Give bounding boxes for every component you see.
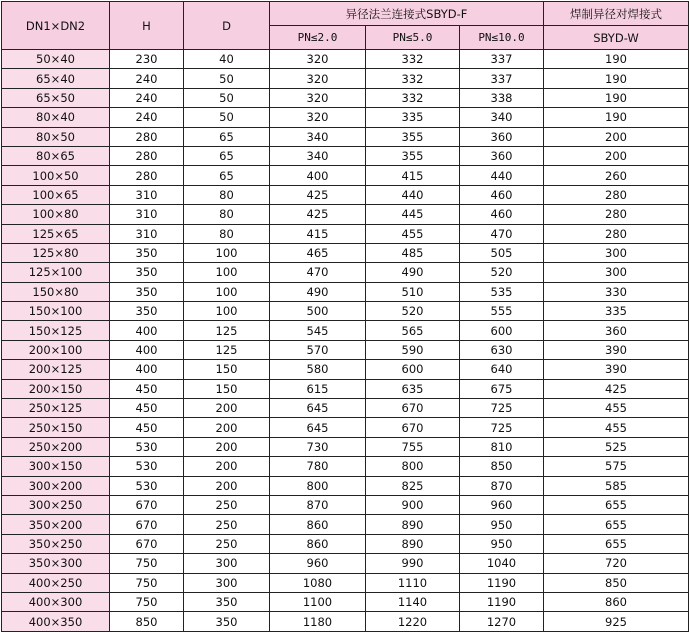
cell-h: 280 [110, 166, 184, 185]
cell-pn-2: 415 [270, 224, 366, 243]
cell-pn-2: 340 [270, 127, 366, 146]
cell-pn-5: 520 [366, 302, 460, 321]
cell-pn-5: 490 [366, 263, 460, 282]
cell-pn-5: 590 [366, 340, 460, 359]
cell-h: 400 [110, 360, 184, 379]
cell-pn-10: 338 [460, 88, 544, 107]
cell-pn-2: 960 [270, 554, 366, 573]
header-h: H [110, 2, 184, 50]
cell-pn-5: 335 [366, 108, 460, 127]
cell-pn-10: 360 [460, 127, 544, 146]
cell-pn-10: 1270 [460, 612, 544, 631]
cell-d: 80 [184, 224, 270, 243]
cell-d: 50 [184, 69, 270, 88]
table-row [2, 282, 689, 301]
cell-weld: 850 [544, 573, 689, 592]
cell-dn: 65×40 [2, 69, 110, 88]
cell-pn-2: 870 [270, 495, 366, 514]
cell-weld: 330 [544, 282, 689, 301]
cell-d: 50 [184, 88, 270, 107]
cell-h: 450 [110, 399, 184, 418]
cell-dn: 125×65 [2, 224, 110, 243]
cell-pn-2: 425 [270, 205, 366, 224]
cell-pn-5: 1140 [366, 592, 460, 611]
cell-pn-10: 535 [460, 282, 544, 301]
cell-pn-5: 355 [366, 146, 460, 165]
cell-dn: 400×250 [2, 573, 110, 592]
cell-pn-2: 1100 [270, 592, 366, 611]
cell-dn: 250×125 [2, 399, 110, 418]
header-weld-title: 焊制异径对焊接式 [544, 2, 689, 26]
cell-weld: 455 [544, 418, 689, 437]
cell-pn-2: 800 [270, 476, 366, 495]
cell-d: 100 [184, 243, 270, 262]
cell-d: 100 [184, 302, 270, 321]
table-row [2, 108, 689, 127]
cell-dn: 200×150 [2, 379, 110, 398]
cell-dn: 200×100 [2, 340, 110, 359]
cell-pn-2: 860 [270, 515, 366, 534]
cell-weld: 925 [544, 612, 689, 631]
cell-dn: 100×50 [2, 166, 110, 185]
cell-dn: 400×350 [2, 612, 110, 631]
table-row [2, 50, 689, 69]
table-row [2, 88, 689, 107]
cell-dn: 150×125 [2, 321, 110, 340]
cell-h: 350 [110, 282, 184, 301]
cell-pn-5: 332 [366, 88, 460, 107]
cell-weld: 390 [544, 360, 689, 379]
cell-pn-10: 640 [460, 360, 544, 379]
cell-weld: 190 [544, 69, 689, 88]
cell-pn-5: 565 [366, 321, 460, 340]
cell-h: 670 [110, 515, 184, 534]
cell-d: 80 [184, 185, 270, 204]
cell-h: 240 [110, 108, 184, 127]
cell-pn-5: 445 [366, 205, 460, 224]
cell-pn-10: 337 [460, 69, 544, 88]
cell-dn: 65×50 [2, 88, 110, 107]
cell-weld: 425 [544, 379, 689, 398]
cell-dn: 300×200 [2, 476, 110, 495]
cell-pn-2: 570 [270, 340, 366, 359]
cell-h: 230 [110, 50, 184, 69]
cell-pn-2: 1080 [270, 573, 366, 592]
cell-pn-2: 465 [270, 243, 366, 262]
cell-pn-5: 800 [366, 457, 460, 476]
table-row [2, 166, 689, 185]
cell-pn-2: 490 [270, 282, 366, 301]
cell-pn-5: 825 [366, 476, 460, 495]
cell-weld: 655 [544, 534, 689, 553]
cell-d: 150 [184, 360, 270, 379]
cell-dn: 250×200 [2, 437, 110, 456]
table-row [2, 573, 689, 592]
cell-pn-2: 400 [270, 166, 366, 185]
cell-d: 200 [184, 437, 270, 456]
cell-dn: 150×80 [2, 282, 110, 301]
cell-d: 250 [184, 515, 270, 534]
cell-h: 530 [110, 437, 184, 456]
cell-d: 200 [184, 418, 270, 437]
table-row [2, 457, 689, 476]
cell-pn-5: 415 [366, 166, 460, 185]
cell-pn-2: 500 [270, 302, 366, 321]
cell-weld: 280 [544, 224, 689, 243]
cell-weld: 190 [544, 108, 689, 127]
cell-pn-10: 460 [460, 185, 544, 204]
table-row [2, 399, 689, 418]
table-row [2, 360, 689, 379]
cell-dn: 100×80 [2, 205, 110, 224]
table-row [2, 205, 689, 224]
cell-pn-10: 950 [460, 534, 544, 553]
cell-d: 200 [184, 476, 270, 495]
cell-h: 400 [110, 340, 184, 359]
table-row [2, 243, 689, 262]
cell-dn: 300×150 [2, 457, 110, 476]
cell-d: 150 [184, 379, 270, 398]
cell-pn-10: 520 [460, 263, 544, 282]
cell-pn-5: 890 [366, 515, 460, 534]
cell-pn-5: 635 [366, 379, 460, 398]
cell-d: 40 [184, 50, 270, 69]
cell-pn-2: 730 [270, 437, 366, 456]
cell-weld: 720 [544, 554, 689, 573]
cell-d: 65 [184, 166, 270, 185]
table-row [2, 185, 689, 204]
cell-pn-2: 645 [270, 399, 366, 418]
cell-pn-10: 810 [460, 437, 544, 456]
table-row [2, 321, 689, 340]
cell-h: 240 [110, 88, 184, 107]
cell-pn-5: 332 [366, 69, 460, 88]
cell-h: 310 [110, 224, 184, 243]
cell-dn: 80×40 [2, 108, 110, 127]
cell-dn: 80×65 [2, 146, 110, 165]
cell-h: 400 [110, 321, 184, 340]
cell-pn-10: 950 [460, 515, 544, 534]
cell-pn-5: 670 [366, 418, 460, 437]
table-row [2, 224, 689, 243]
cell-weld: 280 [544, 205, 689, 224]
cell-pn-2: 1180 [270, 612, 366, 631]
cell-dn: 150×100 [2, 302, 110, 321]
cell-pn-2: 615 [270, 379, 366, 398]
cell-d: 65 [184, 127, 270, 146]
cell-weld: 200 [544, 127, 689, 146]
cell-h: 450 [110, 418, 184, 437]
cell-h: 750 [110, 592, 184, 611]
cell-d: 100 [184, 263, 270, 282]
cell-pn-10: 555 [460, 302, 544, 321]
cell-pn-2: 860 [270, 534, 366, 553]
cell-pn-10: 600 [460, 321, 544, 340]
header-d: D [184, 2, 270, 50]
cell-dn: 400×300 [2, 592, 110, 611]
cell-dn: 125×80 [2, 243, 110, 262]
cell-d: 125 [184, 340, 270, 359]
cell-pn-10: 725 [460, 399, 544, 418]
cell-pn-5: 755 [366, 437, 460, 456]
header-dn: DN1×DN2 [2, 2, 110, 50]
cell-h: 350 [110, 243, 184, 262]
cell-weld: 280 [544, 185, 689, 204]
cell-h: 530 [110, 476, 184, 495]
cell-dn: 50×40 [2, 50, 110, 69]
cell-pn-2: 320 [270, 50, 366, 69]
cell-h: 450 [110, 379, 184, 398]
header-pn-2: PN≤2.0 [270, 26, 366, 50]
cell-pn-5: 332 [366, 50, 460, 69]
cell-pn-2: 320 [270, 108, 366, 127]
table-row [2, 592, 689, 611]
cell-pn-5: 1220 [366, 612, 460, 631]
cell-weld: 300 [544, 263, 689, 282]
cell-dn: 80×50 [2, 127, 110, 146]
table-row [2, 437, 689, 456]
cell-pn-10: 850 [460, 457, 544, 476]
cell-pn-5: 355 [366, 127, 460, 146]
cell-dn: 350×200 [2, 515, 110, 534]
cell-weld: 390 [544, 340, 689, 359]
cell-pn-2: 645 [270, 418, 366, 437]
cell-h: 310 [110, 205, 184, 224]
cell-d: 80 [184, 205, 270, 224]
cell-pn-10: 870 [460, 476, 544, 495]
cell-dn: 350×250 [2, 534, 110, 553]
header-pn-5: PN≤5.0 [366, 26, 460, 50]
cell-d: 350 [184, 612, 270, 631]
cell-dn: 250×150 [2, 418, 110, 437]
cell-d: 200 [184, 399, 270, 418]
table-body [2, 50, 689, 632]
cell-pn-10: 460 [460, 205, 544, 224]
cell-d: 350 [184, 592, 270, 611]
cell-pn-5: 890 [366, 534, 460, 553]
cell-pn-2: 545 [270, 321, 366, 340]
cell-d: 50 [184, 108, 270, 127]
table-row [2, 534, 689, 553]
table-row [2, 418, 689, 437]
table-row [2, 146, 689, 165]
table-row [2, 515, 689, 534]
cell-h: 350 [110, 263, 184, 282]
table-row [2, 379, 689, 398]
cell-h: 670 [110, 495, 184, 514]
cell-d: 300 [184, 554, 270, 573]
cell-dn: 200×125 [2, 360, 110, 379]
cell-pn-10: 1190 [460, 573, 544, 592]
cell-weld: 260 [544, 166, 689, 185]
cell-d: 200 [184, 457, 270, 476]
table-row [2, 612, 689, 631]
cell-pn-10: 725 [460, 418, 544, 437]
cell-dn: 350×300 [2, 554, 110, 573]
cell-weld: 575 [544, 457, 689, 476]
table-row [2, 263, 689, 282]
cell-h: 670 [110, 534, 184, 553]
header-pn-10: PN≤10.0 [460, 26, 544, 50]
cell-pn-5: 440 [366, 185, 460, 204]
cell-pn-5: 510 [366, 282, 460, 301]
cell-pn-5: 455 [366, 224, 460, 243]
cell-weld: 360 [544, 321, 689, 340]
cell-pn-10: 960 [460, 495, 544, 514]
header-weld-code: SBYD-W [544, 26, 689, 50]
table-row [2, 69, 689, 88]
cell-pn-10: 340 [460, 108, 544, 127]
dimension-table [1, 1, 689, 632]
cell-weld: 190 [544, 50, 689, 69]
cell-d: 300 [184, 573, 270, 592]
cell-weld: 200 [544, 146, 689, 165]
cell-weld: 655 [544, 495, 689, 514]
cell-weld: 455 [544, 399, 689, 418]
table-row [2, 340, 689, 359]
cell-pn-5: 485 [366, 243, 460, 262]
cell-pn-2: 425 [270, 185, 366, 204]
cell-pn-5: 600 [366, 360, 460, 379]
cell-weld: 190 [544, 88, 689, 107]
cell-pn-10: 630 [460, 340, 544, 359]
cell-dn: 125×100 [2, 263, 110, 282]
cell-pn-2: 580 [270, 360, 366, 379]
cell-pn-5: 670 [366, 399, 460, 418]
table-header [2, 2, 689, 50]
cell-h: 750 [110, 554, 184, 573]
cell-pn-5: 900 [366, 495, 460, 514]
table-row [2, 127, 689, 146]
cell-pn-10: 505 [460, 243, 544, 262]
table-row [2, 495, 689, 514]
cell-weld: 655 [544, 515, 689, 534]
cell-pn-10: 440 [460, 166, 544, 185]
cell-pn-2: 320 [270, 88, 366, 107]
cell-pn-2: 470 [270, 263, 366, 282]
table-row [2, 554, 689, 573]
cell-pn-10: 1040 [460, 554, 544, 573]
cell-d: 125 [184, 321, 270, 340]
cell-weld: 585 [544, 476, 689, 495]
cell-pn-2: 780 [270, 457, 366, 476]
table-row [2, 302, 689, 321]
cell-weld: 860 [544, 592, 689, 611]
cell-d: 250 [184, 495, 270, 514]
cell-pn-10: 360 [460, 146, 544, 165]
cell-weld: 335 [544, 302, 689, 321]
cell-d: 250 [184, 534, 270, 553]
cell-h: 530 [110, 457, 184, 476]
cell-pn-5: 990 [366, 554, 460, 573]
cell-d: 65 [184, 146, 270, 165]
cell-h: 240 [110, 69, 184, 88]
cell-dn: 100×65 [2, 185, 110, 204]
table-row [2, 476, 689, 495]
cell-h: 280 [110, 127, 184, 146]
cell-weld: 300 [544, 243, 689, 262]
cell-pn-10: 337 [460, 50, 544, 69]
cell-dn: 300×250 [2, 495, 110, 514]
cell-h: 310 [110, 185, 184, 204]
cell-weld: 525 [544, 437, 689, 456]
cell-pn-10: 1190 [460, 592, 544, 611]
header-flange-group: 异径法兰连接式SBYD-F [270, 2, 544, 26]
cell-h: 850 [110, 612, 184, 631]
cell-pn-5: 1110 [366, 573, 460, 592]
cell-pn-2: 340 [270, 146, 366, 165]
cell-pn-10: 470 [460, 224, 544, 243]
cell-h: 750 [110, 573, 184, 592]
cell-pn-10: 675 [460, 379, 544, 398]
cell-d: 100 [184, 282, 270, 301]
cell-pn-2: 320 [270, 69, 366, 88]
cell-h: 350 [110, 302, 184, 321]
cell-h: 280 [110, 146, 184, 165]
